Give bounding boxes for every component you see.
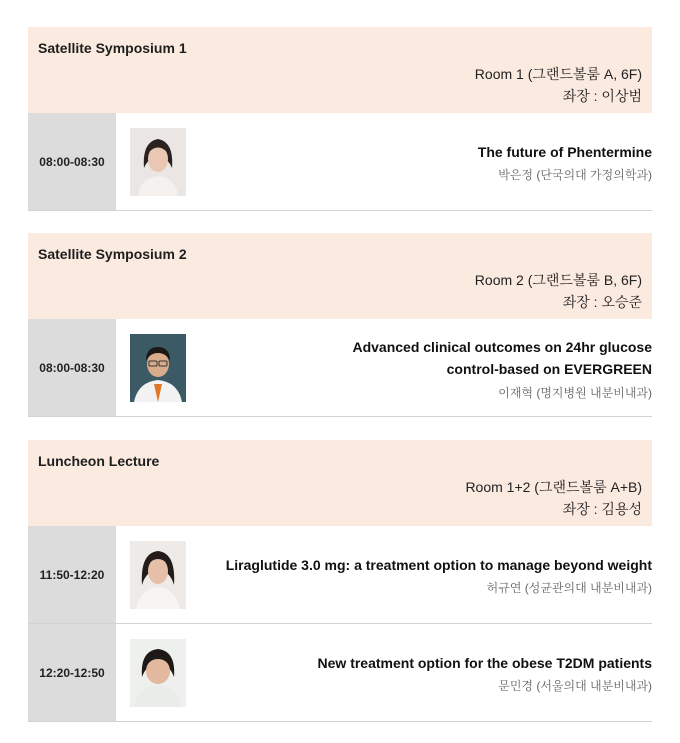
talk-title-line1: Advanced clinical outcomes on 24hr glucose xyxy=(352,339,652,355)
speaker-name: 문민경 (서울의대 내분비내과) xyxy=(498,679,652,693)
talk-row xyxy=(28,624,652,722)
talk-title: Liraglutide 3.0 mg: a treatment option to manage beyond weight xyxy=(225,557,652,573)
session-room: Room 1+2 (그랜드볼룸 A+B) xyxy=(465,479,642,495)
session-header xyxy=(28,440,652,526)
talk-row xyxy=(28,319,652,417)
talk-title-line2: control-based on EVERGREEN xyxy=(446,361,652,377)
talk-title: New treatment option for the obese T2DM patients xyxy=(317,655,652,671)
session-room: Room 2 (그랜드볼룸 B, 6F) xyxy=(474,272,642,288)
talk-time: 08:00-08:30 xyxy=(28,113,116,210)
session-title: Luncheon Lecture xyxy=(38,453,160,469)
speaker-photo xyxy=(130,334,186,402)
talk-title: The future of Phentermine xyxy=(477,144,652,160)
session-satellite-1 xyxy=(28,27,652,211)
session-chair: 좌장 : 오승준 xyxy=(562,294,642,310)
speaker-name: 허규연 (성균관의대 내분비내과) xyxy=(486,581,652,595)
speaker-photo xyxy=(130,541,186,609)
talk-time: 12:20-12:50 xyxy=(28,624,116,721)
session-satellite-2 xyxy=(28,233,652,417)
session-header xyxy=(28,27,652,113)
session-chair: 좌장 : 이상범 xyxy=(562,88,642,104)
speaker-name: 박은정 (단국의대 가정의학과) xyxy=(498,168,652,182)
speaker-photo xyxy=(130,639,186,707)
talk-row xyxy=(28,113,652,211)
session-room: Room 1 (그랜드볼룸 A, 6F) xyxy=(474,66,642,82)
session-luncheon xyxy=(28,440,652,722)
session-title: Satellite Symposium 2 xyxy=(38,246,187,262)
session-title: Satellite Symposium 1 xyxy=(38,40,187,56)
speaker-photo xyxy=(130,128,186,196)
talk-row xyxy=(28,526,652,624)
talk-time: 11:50-12:20 xyxy=(28,526,116,623)
session-header xyxy=(28,233,652,319)
speaker-name: 이재혁 (명지병원 내분비내과) xyxy=(498,386,652,400)
talk-time: 08:00-08:30 xyxy=(28,319,116,416)
session-chair: 좌장 : 김용성 xyxy=(562,501,642,517)
